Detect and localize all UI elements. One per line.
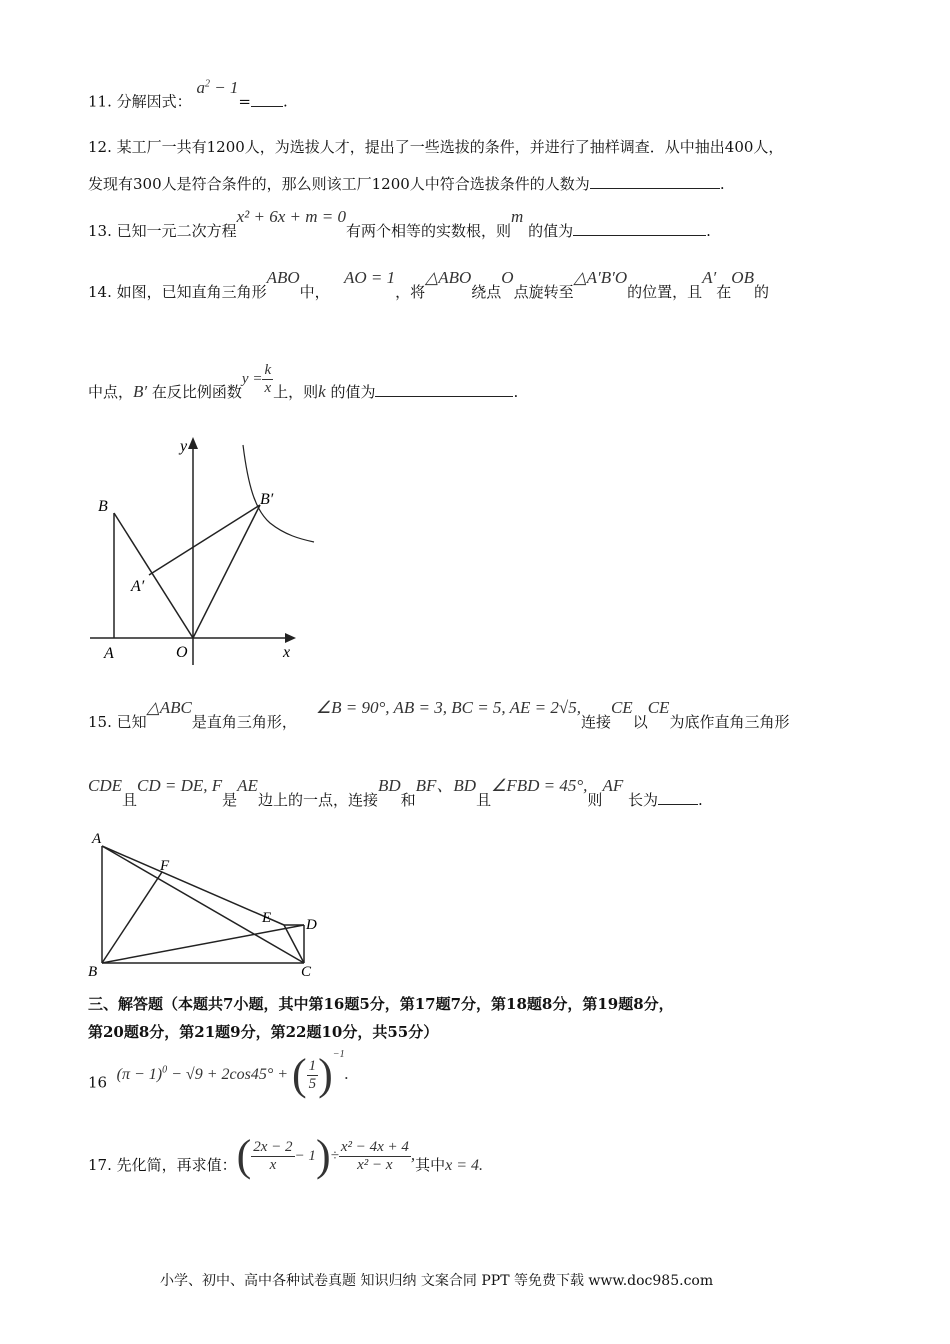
q16-right-paren: ): [318, 1050, 333, 1100]
q14-triangle: ABO: [266, 268, 300, 287]
question-16: [88, 1049, 349, 1110]
figure-15: [84, 826, 324, 980]
label-a-prime: A′: [131, 578, 145, 595]
q14-ao: AO = 1: [344, 268, 396, 287]
label-x: x: [283, 644, 291, 661]
q16-left-paren: (: [292, 1050, 307, 1100]
q15-angle: ∠FBD = 45°,: [491, 776, 588, 795]
q11-end: .: [283, 92, 288, 111]
q13-mid: 有两个相等的实数根，则: [346, 222, 512, 240]
q16-end: .: [344, 1064, 349, 1084]
q17-fraction1: $\frac{2x - 2}{x}$: [253, 1138, 293, 1173]
q14-answer-blank: [375, 382, 513, 397]
segment-ae: [102, 846, 284, 925]
q15-s2: 连接: [580, 713, 611, 731]
q14-s1: 中，: [299, 283, 330, 301]
q16-exponent: −1: [332, 1049, 345, 1061]
q13-text: 13. 已知一元二次方程: [88, 222, 237, 240]
q15-end: .: [698, 791, 703, 809]
q15-l2-s2: 是: [222, 791, 238, 809]
q14-s5: 的位置，且: [627, 283, 703, 301]
section-3-heading-line1: 三、解答题（本题共7小题，其中第16题5分，第17题7分，第18题8分，第19题8分，: [88, 995, 674, 1013]
q15-triangle: △ABC: [146, 698, 192, 717]
q14-fraction: $\frac{k}{x}$: [264, 361, 272, 396]
q15-s1: 是直角三角形，: [191, 713, 297, 731]
question-15-line2: [88, 776, 703, 810]
q17-condition: x = 4.: [445, 1157, 484, 1174]
q15-cde: CDE: [88, 776, 122, 795]
q14-text: 14. 如图，已知直角三角形: [88, 283, 267, 301]
q17-left-paren: (: [236, 1131, 252, 1180]
question-12-line2: [88, 174, 725, 194]
q15-ce1: CE: [610, 698, 633, 717]
q15-l2-s7: 长为: [623, 791, 658, 809]
q14-point-o: O: [501, 268, 514, 287]
q14-l2-post: 的值为: [325, 383, 376, 401]
label-b: B: [98, 498, 108, 515]
label-y: y: [180, 438, 188, 455]
page-footer: 小学、初中、高中各种试卷真题 知识归纳 文案合同 PPT 等免费下载 www.doc985.com: [160, 1273, 714, 1289]
q14-s2: ，将: [395, 283, 426, 301]
q14-end: .: [513, 383, 519, 401]
q17-text: 17. 先化简，再求值：: [88, 1156, 237, 1174]
q15-ae: AE: [237, 776, 258, 795]
q15-l2-s3: 边上的一点，连接: [257, 791, 378, 809]
question-12-line1: 12. 某工厂一共有1200人，为选拔人才，提出了一些选拔的条件，并进行了抽样调查．从中抽出400人，: [88, 138, 784, 156]
q15-l2-s1: 且: [122, 791, 138, 809]
label-b-prime: B′: [260, 491, 274, 508]
q14-l2-text: 中点，: [88, 383, 134, 401]
label-d: D: [306, 917, 317, 933]
figure-14: [80, 425, 340, 665]
q15-s3: 以: [632, 713, 648, 731]
q15-conditions: ∠B = 90°, AB = 3, BC = 5, AE = 2√5,: [315, 698, 581, 717]
q12-answer-blank: [590, 174, 720, 189]
segment-o-b-prime: [193, 505, 260, 638]
q17-comma: ,: [410, 1145, 416, 1164]
segment-ac: [102, 846, 304, 963]
label-c: C: [301, 964, 312, 980]
q14-l2-mid2: 上，则: [273, 383, 319, 401]
q15-bf-bd: BF、BD: [415, 776, 477, 795]
q14-s3: 绕点: [471, 283, 502, 301]
segment-bd: [102, 925, 304, 963]
q15-answer-blank: [658, 790, 698, 805]
q11-answer-blank: [251, 92, 283, 107]
q11-number: 11.: [88, 92, 112, 111]
q15-l2-s6: 则: [587, 791, 603, 809]
question-14-line1: [88, 268, 769, 302]
question-17: [88, 1131, 484, 1191]
q14-point-b-prime: B′: [133, 382, 148, 401]
label-o: O: [176, 644, 188, 661]
label-f: F: [160, 858, 170, 874]
q15-l2-s4: 和: [400, 791, 416, 809]
question-13: [88, 207, 711, 241]
q15-af: AF: [602, 776, 624, 795]
q14-s7: 的: [753, 283, 769, 301]
q15-s4: 为底作直角三角形: [669, 713, 790, 731]
q12-end: .: [719, 175, 725, 193]
q13-equation: x² + 6x + m = 0: [236, 207, 347, 226]
q16-fraction: $\frac{1}{5}$: [308, 1057, 317, 1092]
question-14-line2: [88, 361, 519, 413]
y-axis-arrow: [188, 437, 198, 449]
q17-minus-one: − 1: [294, 1148, 316, 1164]
q17-fraction2: $\frac{\text{x² − 4x + 4}}{\text{x² − x}}$: [340, 1138, 409, 1173]
q11-equals: =: [238, 92, 251, 111]
q15-l2-s5: 且: [476, 791, 492, 809]
q14-segment-ob: OB: [731, 268, 754, 287]
q17-right-paren: ): [315, 1131, 331, 1180]
segment-bf: [102, 872, 162, 963]
q15-bd: BD: [377, 776, 401, 795]
q14-y-eq: y =: [241, 371, 263, 387]
segment-bo: [114, 513, 193, 638]
q15-ce2: CE: [647, 698, 670, 717]
q13-post: 的值为: [523, 222, 574, 240]
question-15-line1: [88, 698, 790, 732]
q13-var: m: [511, 207, 524, 226]
q11-text: 分解因式：: [116, 92, 192, 111]
q13-end: .: [706, 222, 711, 240]
q17-mid: 其中: [415, 1156, 446, 1174]
q11-expression: $a^2 - 1$: [196, 77, 239, 97]
q14-point-a-prime: A′: [702, 268, 717, 287]
section-3-heading-line2: 第20题8分，第21题9分，第22题10分，共55分）: [88, 1023, 439, 1041]
q17-divide: ÷: [330, 1148, 339, 1164]
q15-text: 15. 已知: [88, 713, 147, 731]
q14-s6: 在: [716, 283, 732, 301]
q14-triangle-abo: △ABO: [425, 268, 472, 287]
q14-s4: 点旋转至: [513, 283, 574, 301]
label-e: E: [262, 910, 272, 926]
q16-number: 16: [88, 1073, 108, 1092]
q14-l2-mid: 在反比例函数: [147, 383, 242, 401]
q14-triangle-rotated: △A′B′O: [573, 268, 628, 287]
label-a: A: [92, 831, 102, 847]
q16-expression: $(\pi - 1)^0 - √9 + 2\cos 45^\circ$ +: [116, 1065, 293, 1084]
segment-a-prime-b-prime: [149, 505, 260, 575]
hyperbola-curve: [243, 445, 314, 542]
question-11: [88, 77, 288, 112]
q15-cd-de: CD = DE, F: [137, 776, 223, 795]
label-b: B: [88, 964, 98, 980]
x-axis-arrow: [285, 633, 296, 643]
q12-text: 发现有300人是符合条件的，那么则该工厂1200人中符合选拔条件的人数为: [88, 175, 590, 193]
q14-k: k: [318, 382, 326, 401]
q13-answer-blank: [573, 221, 706, 236]
label-a: A: [104, 645, 114, 662]
